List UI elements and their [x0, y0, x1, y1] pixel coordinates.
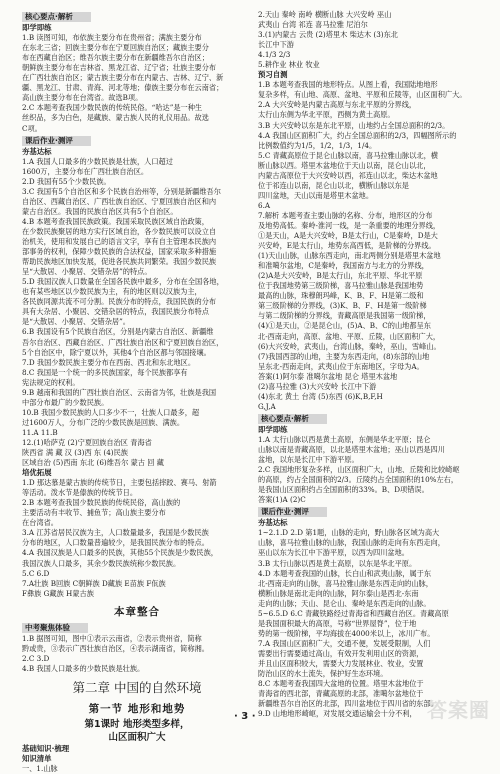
right-block-a [258, 10, 485, 70]
text-line: 最高的山脉，珠穆朗玛峰，K、B、F、H是第二级和 [258, 291, 424, 301]
section-bar-exam: 中考聚焦体验 [22, 623, 88, 633]
text-line: 3.(1)内蒙古 云贵 (2)塔里木 柴达木 (3)东北 [258, 30, 398, 40]
text-line: (6)大兴安岭，武夷山，台湾山脉，秦岭，巫山，雪峰山。 [258, 341, 441, 351]
section-bar-homework: 课后作业·测评 [22, 136, 91, 146]
text-line: 武夷山 台湾 祁连 喜马拉雅 尼泊尔 [258, 20, 368, 30]
text-line: 3.B 大兴安岭以东是东北平原，山地约占全国总面积的2/3。 [258, 120, 450, 130]
subheading-lianxi-right: 即学即练 [258, 424, 288, 434]
text-line: 4.B 本题考查我国民族政策。我国采取民族区域自治政策， [22, 216, 209, 226]
text-line: 及地势高低。秦岭-淮河一线，是一条重要的地理分界线， [258, 220, 441, 230]
text-line: 北-西南走向的山脉，喜马拉雅山脉是东西走向的山脉， [258, 578, 433, 588]
chapter-title: 第二章 中国的自然环境 [72, 679, 202, 695]
left-block-c [22, 478, 252, 599]
text-line: 各民族同源共流不可分割。民族分布的特点，我国民族的分布 [22, 297, 217, 307]
text-line: 5.耕作业 林业 牧业 [258, 60, 320, 70]
text-line: 帮助民族地区加快发展，促进各民族共同繁荣。我国少数民族 [22, 257, 217, 267]
right-column [258, 10, 485, 719]
subheading-basic-right: 夯基达标 [258, 518, 288, 528]
text-line: 高山族主要分布在台湾省。故选B项。 [22, 93, 143, 103]
list-item-1: 一、1.山脉 [22, 764, 58, 774]
right-block-c [258, 435, 485, 495]
text-line: 需要出行需要通过高山，有效开发利用山区的资源， [258, 648, 424, 658]
text-line: 12.(1)哈萨克 (2)宁夏回族自治区 青海省 [22, 437, 152, 447]
left-column [22, 10, 252, 774]
text-line: (7)我国西部的山地，主要为东西走向，(8)东部的山地 [258, 351, 430, 361]
text-line: 1.D 那达慕是蒙古族的传统节日，主要包括摔跤、赛马、射箭 [22, 478, 217, 488]
text-line: 4.D 本题考查我国的山脉，长白山和武夷山脉，属于东 [258, 568, 432, 578]
page-number: · 3 · [234, 711, 256, 722]
text-line: 是我国山区面积约占全国面积的33%。B、D项错误。 [258, 485, 429, 495]
left-block-a [22, 33, 252, 133]
text-line: 等活动。泼水节是傣族的传统节日。 [22, 488, 138, 498]
text-line: 并且山区面积较大，需要大力发展林业、牧业，安置 [258, 659, 424, 668]
text-line: 防治山区的水土流失，保护好生态环境。 [258, 669, 388, 679]
subheading-preview: 预习自测 [258, 70, 288, 80]
text-line: 比例数值约为1/5，1/2，1/3，1/4。 [258, 140, 377, 150]
text-line: 盆地，以东是长江中下游平原。 [258, 455, 359, 465]
text-line: 势的第一级阶梯，平均海拔在4000米以上，冰川广布。 [258, 628, 435, 638]
text-line: 是我国面积最大的高原，号称“世界屋脊”，位于地 [258, 618, 417, 628]
subheading-extend: 培优拓展 [22, 468, 52, 478]
text-line: 5.C 6.D [22, 568, 50, 578]
text-line: 11.A 11.B [22, 427, 58, 437]
text-line: 内蒙古高原位于大兴安岭以西，祁连山以北，柴达木盆地 [258, 170, 438, 180]
subheading-list: 知识清单 [22, 754, 52, 763]
text-line: 4.1/3 2/3 [258, 50, 291, 60]
text-line: 8.C 本题考查我国四大盆地的位置。塔里木盆地位于 [258, 679, 424, 689]
text-line: 2.C 我国地形复杂多样，山区面积广大，山地、丘陵和比较崎岖 [258, 465, 460, 475]
text-line: 4.A 我国山区面积广大，约占全国总面积的2/3，四幅图所示的 [258, 130, 457, 140]
lesson-title-line2: 山区面积广大 [108, 731, 166, 743]
unit-review-title: 本章整合 [114, 605, 160, 618]
text-line: 丝织品，多为白色，是藏族、蒙古族人民的礼仪用品。故选 [22, 113, 209, 123]
text-line: 呈“大散居、小聚居、交错杂居”的特点。 [22, 267, 152, 277]
text-line: 1.A 我国人口最多的少数民族是壮族，人口超过 [22, 156, 173, 166]
text-line: 断山脉以西。塔里木盆地位于天山以南，昆仑山以北， [258, 160, 431, 170]
text-line: 5个自治区中，除宁夏以外，其他4个自治区都与邻国接壤。 [22, 347, 211, 357]
text-line: 5.D 我国汉族人口数量在全国各民族中最多，分布在全国各地， [22, 277, 224, 287]
text-line: 在台湾省。 [22, 518, 58, 528]
watermark: 答案圈 [427, 698, 490, 722]
text-line: 长江中下游 [258, 40, 294, 50]
text-line: 走向的山脉；天山、昆仑山、秦岭是东西走向的山脉。 [258, 598, 431, 608]
text-line: 2.D 我国有55个少数民族。 [22, 176, 111, 186]
text-line: 和准噶尔盆地，C是秦岭，我国南方与北方的分界线， [258, 261, 429, 271]
text-line: 呈东北-西南走向，武夷山位于东南地区，字母为A。 [258, 361, 424, 371]
text-line: 第三级阶梯的分界线，(3)K、B、F、H是第一级阶梯 [258, 301, 427, 311]
text-line: 5.C 青藏高原位于昆仑山脉以南，喜马拉雅山脉以北，横 [258, 150, 438, 160]
text-line: 在少数民族聚居的地方实行区域自治，各少数民族可以设立自 [22, 226, 217, 236]
text-line: 2.A 大兴安岭是内蒙古高原与东北平原的分界线， [258, 100, 417, 110]
text-line: 2.B 本题考查我国少数民族的传统民俗，高山族的 [22, 498, 181, 508]
text-line: (4)①是天山，②是昆仑山，(5)A、B、C的山地都呈东 [258, 321, 431, 331]
text-line: 6.A [258, 200, 271, 210]
text-line: 位于我国地势第三级阶梯，喜马拉雅山脉是我国地势 [258, 281, 424, 291]
text-line: 中部分布最广的少数民族。 [22, 397, 109, 407]
text-line: 2.C 3.D [22, 653, 50, 663]
text-line: 1~2.1.D 2.D 第1题，山脉的走向，野山脉各区域为高大 [258, 528, 440, 538]
text-line: 3.C 我国有5个自治区和多个民族自治州等，分别是新疆维吾尔 [22, 186, 221, 196]
lesson-title-line1: 第1课时 地形类型多样， [84, 718, 190, 730]
text-line: 与第二级阶梯的分界线，青藏高原是我国第一级阶梯， [258, 311, 431, 321]
text-line: 4.A 我国汉族是人口最多的民族，其他55个民族是少数民族， [22, 548, 218, 558]
text-line: 兴安岭，E是太行山，地势东高西低，是阶梯的分界线。 [258, 241, 436, 251]
text-line: 山脉，喜马拉雅山脉的山脉，我国山脉的走向有东西走向， [258, 538, 445, 548]
text-line: 5~6.5.D 6.C 青藏铁路经过青海省和西藏自治区。青藏高原 [258, 608, 449, 618]
text-line: (2)A是大兴安岭，B是太行山，东北平原、华北平原 [258, 271, 423, 281]
text-line: 6.B 我国设有5个民族自治区，分别是内蒙古自治区、新疆维 [22, 327, 214, 337]
text-line: 1.B 读图可知，布依族主要分布在贵州省；满族主要分布 [22, 33, 202, 43]
text-line: 北-西南走向，高原、盆地、平原、丘陵，山区面积广大， [258, 331, 441, 341]
text-line: C项。 [22, 123, 42, 133]
text-line: 在广西壮族自治区；蒙古族主要分布在内蒙古、吉林、辽宁、新 [22, 73, 224, 83]
text-line: 7.A壮族 B回族 C朝鲜族 D藏族 E苗族 F佤族 [22, 578, 166, 588]
text-line: (4)东北 黄土 台湾 (5)东西 (6)K,B,F,H [258, 391, 383, 401]
answer-line: 答案(1)A (2)C [258, 495, 306, 505]
text-line: 四川盆地，天山以南是塔里木盆地。 [258, 190, 374, 200]
text-line: 3.A 江苏省居民汉族为主，人口数量最多，我国是少数民族 [22, 528, 209, 538]
section-bar-core: 核心要点·解析 [22, 12, 91, 22]
text-line: 1.A 太行山脉以西是黄土高原，东侧是华北平原；昆仑 [258, 434, 431, 444]
text-line: 太行山东侧为华北平原，西侧为黄土高原。 [258, 110, 395, 120]
text-line: 在东北三省；回族主要分布在宁夏回族自治区；藏族主要分 [22, 43, 209, 53]
text-line: 1.B 据图可知，图中①表示云南省，②表示贵州省，简称 [22, 633, 202, 643]
text-line: 7.A 我国山区面积广大，交通不便，发展受限制，人们 [258, 638, 431, 648]
text-line: 分布的地区，人口数量普遍较少，是我国民族分布的特点。 [22, 538, 209, 548]
text-line: 具有大杂居、小聚居、交错杂居的特点，我国民族分布特点 [22, 307, 209, 317]
text-line: 蒙古自治区。我国的民族自治区共有5个自治区。 [22, 206, 178, 216]
text-line: 治机关，使用和发展自己的语言文字，享有自主管理本民族内 [22, 237, 217, 247]
text-line: 我国汉族人口最多，其余少数民族统称少数民族。 [22, 558, 181, 568]
text-line: 过1600万人，分布广泛的少数民族是回族、满族。 [22, 417, 185, 427]
text-line: 黔或贵，③表示广西壮族自治区，④表示湖南省，简称湘。 [22, 643, 209, 653]
text-line: 的高原，约占全国面积的2/3。丘陵约占全国面积的10%左右， [258, 475, 459, 485]
text-line: 也有某些地区以少数民族为主，有的地区则以汉族为主， [22, 287, 202, 297]
text-line: 吾尔自治区、西藏自治区、广西壮族自治区和宁夏回族自治区， [22, 337, 224, 347]
text-line: 新疆维吾尔自治区的北部，四川盆地位于四川省的东部。 [258, 699, 438, 709]
text-line: 答案(1)阿尔泰 准噶尔盆地 昆仑 塔里木盆地 [258, 371, 398, 381]
text-line: 1.B 本题考查我国的地形特点。从图上看，我国陆地地形 [258, 80, 438, 90]
text-line: 陕西省 满 藏 汉 (3)西 东 (4)民族 [22, 448, 128, 458]
subheading-lianxi: 即学即练 [22, 23, 52, 33]
text-line: 8.C 我国是一个统一的多民族国家，每个民族都享有 [22, 367, 188, 377]
text-line: 9.D 山地地形崎岖，对发展交通运输会十分不利， [258, 709, 417, 719]
text-line: 宪法规定的权利。 [22, 377, 80, 387]
section-title: 第一节 地形和地势 [88, 702, 186, 715]
text-line: 3.B 太行山脉以西是黄土高原，以东是华北平原。 [258, 558, 417, 568]
section-bar-homework-right: 课后作业·测评 [258, 507, 327, 517]
text-line: 2.C 本题考查我国少数民族的传统民俗。“哈达”是一种生 [22, 103, 203, 113]
section-bar-core-right: 核心要点·解析 [258, 414, 327, 424]
text-line: 疆、黑龙江、甘肃、青海、河北等地；傣族主要分布在云南省； [22, 83, 224, 93]
left-block-d [22, 634, 252, 674]
text-line: G,J,A [258, 401, 276, 411]
text-line: 主要活动有丰收节、捕鱼节；高山族主要分布 [22, 508, 166, 518]
text-line: 4.B 我国人口最多的少数民族是壮族。 [22, 663, 145, 673]
text-line: 横断山脉是南北走向的山脉，阿尔泰山是西北-东南 [258, 588, 419, 598]
text-line: 位于祁连山以南，昆仑山以北，横断山脉以东是 [258, 180, 409, 190]
text-line: 山脉以南是青藏高原，以北是塔里木盆地；巫山以西是四川 [258, 445, 445, 455]
text-line: 部事务的权利，保障少数民族的合法权益，国家采取多种措施 [22, 247, 217, 257]
text-line: F彝族 G藏族 H蒙古族 [22, 588, 94, 598]
text-line: 巫山以东为长江中下游平原，以西为四川盆地。 [258, 548, 409, 558]
subheading-basic-knowledge: 基础知识·梳理 [22, 743, 70, 753]
text-line: 布在西藏自治区；维吾尔族主要分布在新疆维吾尔自治区； [22, 53, 209, 63]
right-block-d [258, 528, 485, 719]
subheading-basic: 夯基达标 [22, 146, 52, 156]
text-line: 10.B 我国少数民族的人口多少不一，壮族人口最多，超 [22, 407, 200, 417]
left-block-b [22, 157, 252, 468]
right-block-b [258, 80, 485, 412]
text-line: (1)天山山脉，山脉东西走向，南北两侧分别是塔里木盆地 [258, 251, 441, 261]
text-line: 7.D 我国少数民族主要分布在西南、西北和东北地区。 [22, 357, 196, 367]
text-line: ①是天山，A是大兴安岭，B是太行山，C是秦岭，D是大 [258, 231, 438, 241]
text-line: 复杂多样，有山地、高原、盆地、平原和丘陵等，山区面积广大。 [258, 90, 467, 100]
text-line: 1600万，主要分布在广西壮族自治区。 [22, 166, 149, 176]
text-line: 区域自治 (5)西南 东北 (6)维吾尔 蒙古 回 藏 [22, 458, 164, 468]
text-line: (2)喜马拉雅 (3)大兴安岭 长江中下游 [258, 381, 377, 391]
text-line: 自治区、西藏自治区、广西壮族自治区、宁夏回族自治区和内 [22, 196, 217, 206]
text-line: 7.解析 本题考查主要山脉的名称、分布，地形区的分布 [258, 210, 433, 220]
text-line: 是“大散居、小聚居、交错杂居”。 [22, 317, 130, 327]
text-line: 青海省的西北部，青藏高原的北部，准噶尔盆地位于 [258, 689, 424, 699]
text-line: 2.天山 秦岭 南岭 横断山脉 大兴安岭 巫山 [258, 10, 392, 19]
text-line: 9.B 越南和我国的广西壮族自治区、云南省为邻，壮族是我国 [22, 387, 217, 397]
text-line: 朝鲜族主要分布在吉林省、黑龙江省、辽宁省；壮族主要分布 [22, 63, 217, 73]
